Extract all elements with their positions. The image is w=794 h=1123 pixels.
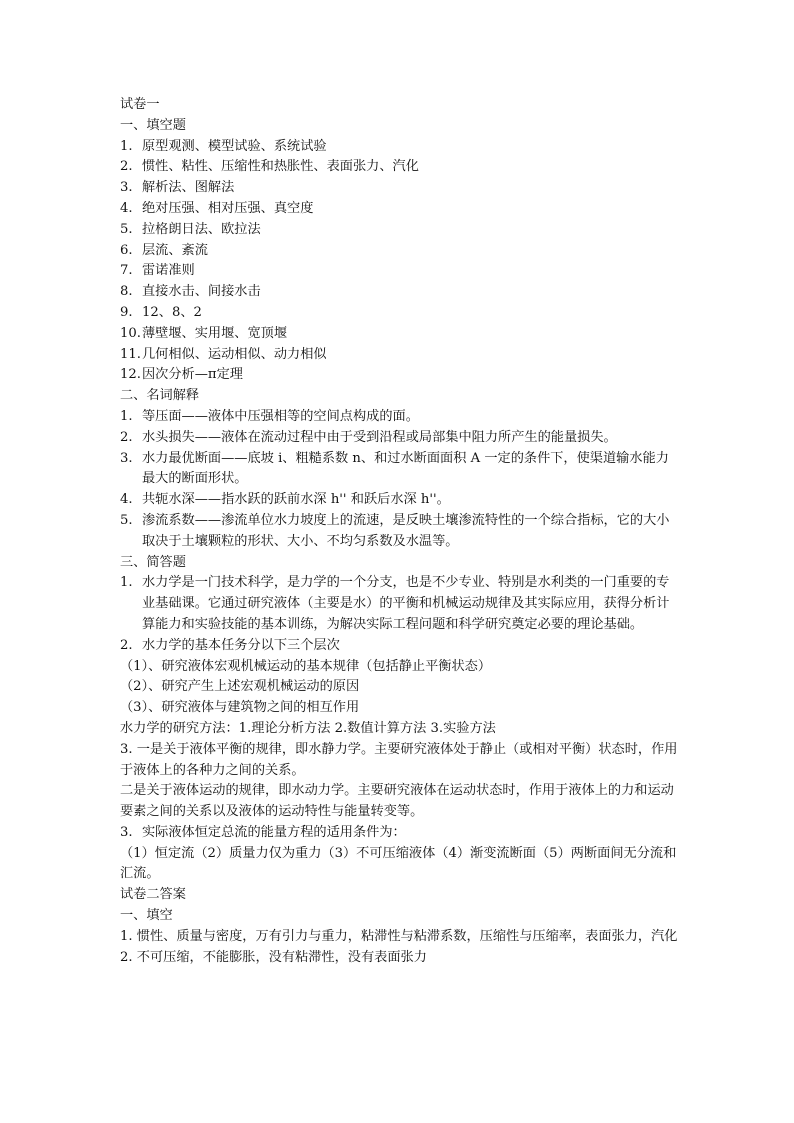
list-item: 2. 惯性、粘性、压缩性和热胀性、表面张力、汽化	[120, 159, 419, 175]
list-item: 12. 因次分析—π定理	[120, 367, 243, 383]
list-item: 4. 绝对压强、相对压强、真空度	[120, 200, 314, 216]
list-item: 3. 实际液体恒定总流的能量方程的适用条件为：	[120, 824, 406, 840]
exam-title-1: 试卷一	[120, 97, 160, 112]
list-item: 2. 水头损失——液体在流动过程中由于受到沿程或局部集中阻力所产生的能量损失。	[120, 429, 617, 445]
sub-point: （2）、研究产生上述宏观机械运动的原因	[120, 679, 360, 695]
paragraph: 3. 一是关于液体平衡的规律，即水静力学。主要研究液体处于静止（或相对平衡）状态时，作用于液体上的各种力之间的关系。	[120, 741, 678, 778]
list-item: 4. 共轭水深——指水跃的跃前水深 h'' 和跃后水深 h''。	[120, 492, 450, 508]
research-methods: 水力学的研究方法：1.理论分析方法 2.数值计算方法 3.实验方法	[120, 720, 496, 736]
list-item: 1. 原型观测、模型试验、系统试验	[120, 138, 327, 154]
sub-point: （3）、研究液体与建筑物之间的相互作用	[120, 700, 360, 716]
list-item: 3. 水力最优断面——底坡 i、粗糙系数 n、和过水断面面积 A 一定的条件下，使渠道输水能力最大的断面形状。	[120, 450, 669, 487]
list-item: 11. 几何相似、运动相似、动力相似	[120, 346, 327, 362]
document-body	[120, 95, 680, 968]
list-item: 9. 12、8、2	[120, 304, 202, 320]
section-heading-short-answer: 三、简答题	[120, 554, 186, 570]
section-heading-definitions: 二、名词解释	[120, 388, 200, 404]
list-item: 1. 等压面——液体中压强相等的空间点构成的面。	[120, 408, 419, 424]
paragraph: 2. 不可压缩，不能膨胀，没有粘滞性，没有表面张力	[120, 949, 427, 965]
list-item: 1. 水力学是一门技术科学，是力学的一个分支，也是不少专业、特别是水利类的一门重要的专业基础课。它通过研究液体（主要是水）的平衡和机械运动规律及其实际应用，获得分析计算能力和实验技能的基本训练，为解决实际工程问题和科学研究奠定必要的理论基础。	[120, 575, 670, 632]
definitions-list	[120, 407, 680, 553]
fill-in-answer-list	[120, 137, 680, 387]
paragraph: （1）恒定流（2）质量力仅为重力（3）不可压缩液体（4）渐变流断面（5）两断面间无分流和汇流。	[120, 845, 677, 882]
section-heading-fill-in-2: 一、填空	[120, 908, 173, 924]
sub-point: （1）、研究液体宏观机械运动的基本规律（包括静止平衡状态）	[120, 658, 492, 674]
list-item: 8. 直接水击、间接水击	[120, 284, 261, 300]
exam-title-2: 试卷二答案	[120, 887, 186, 903]
list-item: 7. 雷诺准则	[120, 263, 195, 279]
paragraph: 二是关于液体运动的规律，即水动力学。主要研究液体在运动状态时，作用于液体上的力和运动要素之间的关系以及液体的运动特性与能量转变等。	[120, 783, 674, 820]
list-item: 5. 渗流系数——渗流单位水力坡度上的流速，是反映土壤渗流特性的一个综合指标，它的大小取决于土壤颗粒的形状、大小、不均匀系数及水温等。	[120, 512, 670, 549]
list-item: 2. 水力学的基本任务分以下三个层次	[120, 637, 340, 653]
paragraph: 1. 惯性、质量与密度，万有引力与重力，粘滞性与粘滞系数，压缩性与压缩率，表面张力，汽化	[120, 928, 678, 944]
list-item: 3. 解析法、图解法	[120, 180, 235, 196]
list-item: 5. 拉格朗日法、欧拉法	[120, 221, 261, 237]
section-heading-fill-in: 一、填空题	[120, 117, 186, 133]
list-item: 6. 层流、紊流	[120, 242, 208, 258]
list-item: 10. 薄壁堰、实用堰、宽顶堰	[120, 325, 288, 341]
